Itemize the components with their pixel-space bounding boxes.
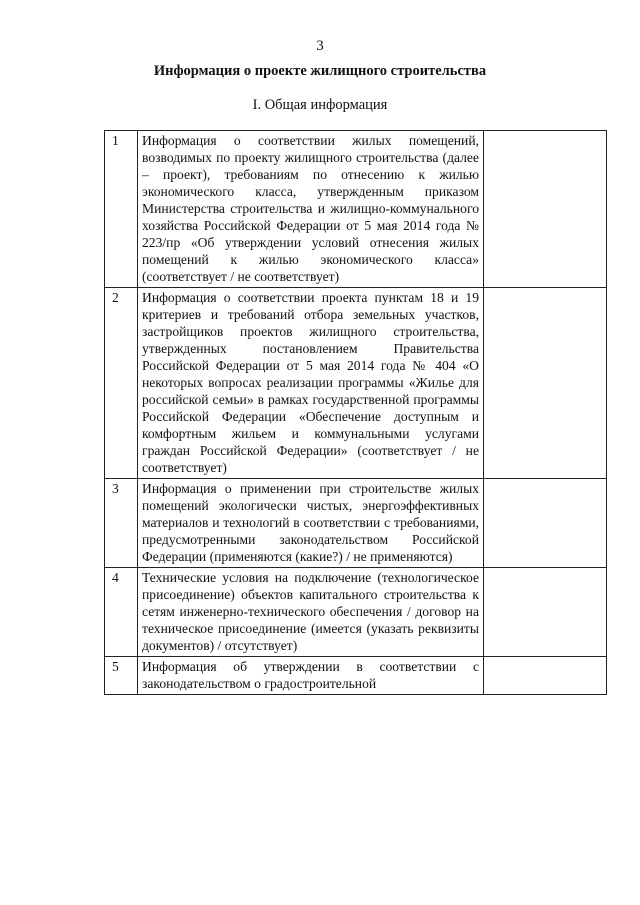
document-title: Информация о проекте жилищного строительства bbox=[153, 63, 487, 79]
table-row bbox=[105, 568, 607, 657]
row-value-cell[interactable] bbox=[484, 479, 607, 568]
row-value-cell[interactable] bbox=[484, 131, 607, 288]
row-text: Информация о соответствии проекта пунктам 18 и 19 критериев и требований отбора земельных участков, застройщиков проектов жилищного строительства, утвержденных постановлением Правительства Российской Федерации от 5 мая 2014 года № 404 «О некоторых вопросах реализации программы «Жилье для российской семьи» в рамках государственной программы Российской Федерации «Обеспечение доступным и комфортным жильем и коммунальными услугами граждан Российской Федерации» (соответствует / не соответствует) bbox=[142, 290, 479, 475]
table-row bbox=[105, 657, 607, 695]
row-value-cell[interactable] bbox=[484, 657, 607, 695]
row-number: 3 bbox=[105, 479, 138, 568]
row-value-cell[interactable] bbox=[484, 288, 607, 479]
row-text: Информация о применении при строительстве жилых помещений экологически чистых, энергоэффективных материалов и технологий в соответствии с требованиями, предусмотренными законодательством Российской Федерации (применяются (какие?) / не применяются) bbox=[142, 481, 479, 564]
page-number: 3 bbox=[316, 38, 324, 54]
row-text: Информация о соответствии жилых помещений, возводимых по проекту жилищного строительства (далее – проект), требованиям по отнесению к жилью экономического класса, утвержденным приказом Министерства строительства и жилищно-коммунального хозяйства Российской Федерации от 5 мая 2014 года № 223/пр «Об утверждении условий отнесения жилых помещений к жилью экономического класса» (соответствует / не соответствует) bbox=[142, 133, 479, 284]
row-number: 4 bbox=[105, 568, 138, 657]
table-row bbox=[105, 479, 607, 568]
row-description bbox=[138, 131, 484, 288]
info-table bbox=[104, 130, 607, 695]
row-text: Технические условия на подключение (технологическое присоединение) объектов капитального строительства к сетям инженерно-технического обеспечения / договор на техническое присоединение (имеется (указать реквизиты документов) / отсутствует) bbox=[142, 570, 479, 653]
row-number: 5 bbox=[105, 657, 138, 695]
row-number: 2 bbox=[105, 288, 138, 479]
row-value-cell[interactable] bbox=[484, 568, 607, 657]
row-description bbox=[138, 568, 484, 657]
table-row bbox=[105, 288, 607, 479]
row-description bbox=[138, 288, 484, 479]
table-row bbox=[105, 131, 607, 288]
row-description bbox=[138, 657, 484, 695]
row-text: Информация об утверждении в соответствии с законодательством о градостроительной bbox=[142, 659, 479, 691]
row-number: 1 bbox=[105, 131, 138, 288]
row-description bbox=[138, 479, 484, 568]
section-title: I. Общая информация bbox=[252, 97, 388, 113]
